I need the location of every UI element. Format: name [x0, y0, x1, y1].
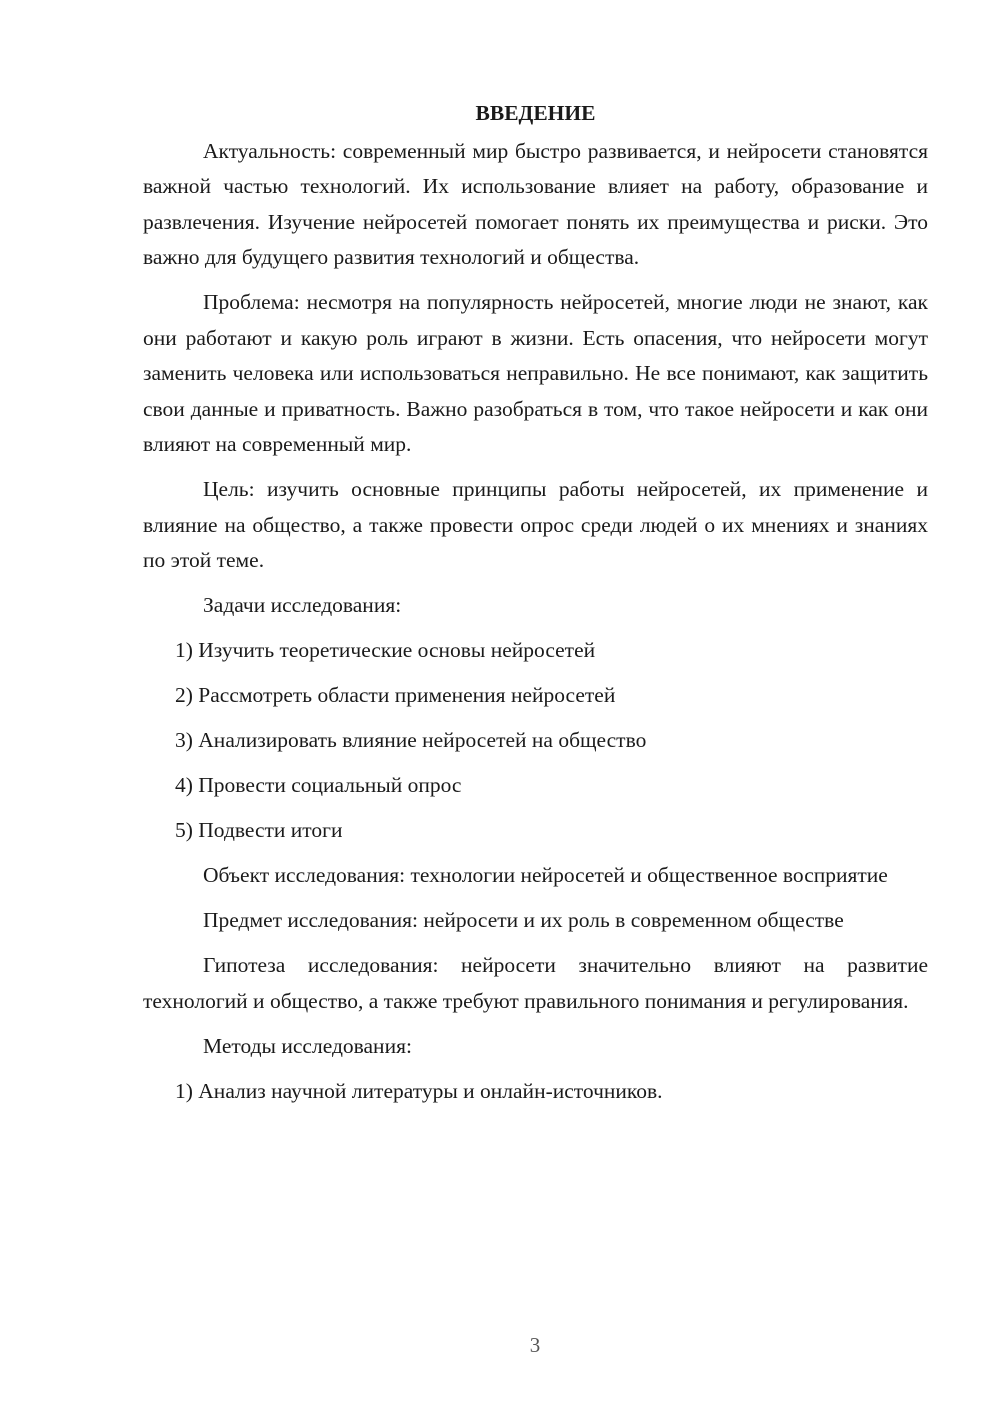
paragraph-problem: Проблема: несмотря на популярность нейросетей, многие люди не знают, как они работают и какую роль играют в жизни. Есть опасения, что нейросети могут заменить человека или использоваться неправильно. Не все понимают, как защитить свои данные и приватность. Важно разобраться в том, что такое нейросети и как они влияют на современный мир. — [143, 290, 928, 456]
tasks-intro: Задачи исследования: — [203, 593, 402, 617]
methods-intro: Методы исследования: — [203, 1033, 412, 1058]
list-item: 1) Анализ научной литературы и онлайн-источников. — [175, 1078, 663, 1103]
paragraph-object: Объект исследования: технологии нейросетей и общественное восприятие — [203, 863, 888, 887]
paragraph-relevance: Актуальность: современный мир быстро развивается, и нейросети становятся важной частью технологий. Их использование влияет на работу, образование и развлечения. Изучение нейросетей помогает понять их преимущества и риски. Это важно для будущего развития технологий и общества. — [143, 138, 928, 269]
paragraph-hypothesis: Гипотеза исследования: нейросети значительно влияют на развитие технологий и общество, а также требуют правильного понимания и регулирования. — [143, 953, 928, 1013]
methods-list — [143, 1074, 928, 1110]
list-item: 5) Подвести итоги — [175, 818, 343, 842]
paragraph-goal: Цель: изучить основные принципы работы нейросетей, их применение и влияние на общество, а также провести опрос среди людей о их мнениях и знаниях по этой теме. — [143, 477, 928, 572]
page-number: 3 — [529, 1333, 541, 1357]
list-item: 4) Провести социальный опрос — [175, 773, 462, 797]
paragraph-subject: Предмет исследования: нейросети и их роль в современном обществе — [203, 908, 844, 932]
tasks-list — [143, 633, 928, 849]
list-item: 3) Анализировать влияние нейросетей на общество — [175, 728, 647, 752]
list-item: 1) Изучить теоретические основы нейросетей — [175, 638, 596, 662]
section-heading: ВВЕДЕНИЕ — [475, 101, 596, 125]
document-page — [143, 96, 928, 1119]
list-item: 2) Рассмотреть области применения нейросетей — [175, 683, 616, 707]
